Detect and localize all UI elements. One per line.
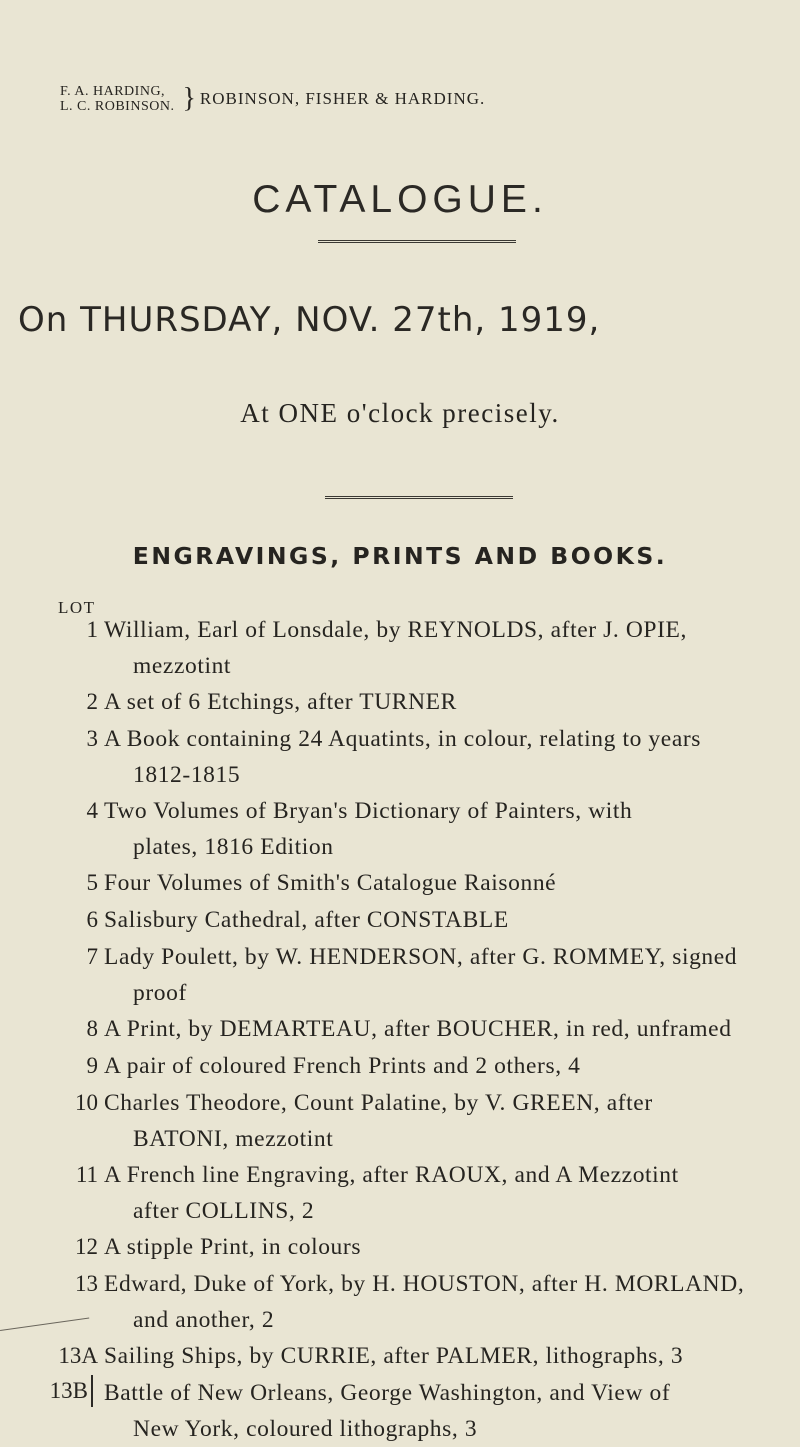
lot-description bbox=[104, 721, 794, 793]
lot-number: 2 bbox=[86, 689, 98, 714]
lot-item bbox=[0, 865, 800, 902]
lot-number: 7 bbox=[86, 944, 98, 969]
lot-description-line: Salisbury Cathedral, after CONSTABLE bbox=[104, 907, 509, 933]
sale-date: On THURSDAY, NOV. 27th, 1919, bbox=[18, 300, 601, 340]
lot-description-line: A French line Engraving, after RAOUX, and A Mezzotint bbox=[104, 1162, 679, 1188]
lot-item bbox=[0, 1338, 800, 1375]
firm-name: ROBINSON, FISHER & HARDING. bbox=[199, 89, 486, 108]
lot-description-continuation: 1812-1815 bbox=[133, 762, 241, 788]
lot-description-line: Lady Poulett, by W. HENDERSON, after G. ROMMEY, signed bbox=[104, 944, 738, 970]
lot-description-line: Sailing Ships, by CURRIE, after PALMER, lithographs, 3 bbox=[104, 1343, 684, 1369]
lot-description-line: A set of 6 Etchings, after TURNER bbox=[104, 689, 457, 715]
lot-description bbox=[104, 1338, 794, 1374]
lot-number: 12 bbox=[75, 1234, 98, 1259]
lot-description bbox=[104, 612, 794, 684]
lot-description bbox=[104, 793, 794, 865]
lot-description bbox=[104, 1266, 794, 1338]
lot-number: 13B bbox=[28, 1375, 93, 1407]
lot-number: 9 bbox=[86, 1053, 98, 1078]
lot-number: 13 bbox=[75, 1271, 98, 1296]
lot-number: 3 bbox=[86, 726, 98, 751]
lot-description-line: Battle of New Orleans, George Washington, and View of bbox=[104, 1380, 671, 1406]
lot-number: 11 bbox=[75, 1162, 98, 1187]
auctioneer-header bbox=[60, 84, 760, 114]
lot-description-continuation: and another, 2 bbox=[133, 1307, 275, 1333]
lot-item bbox=[0, 1157, 800, 1229]
lot-description-line: A Print, by DEMARTEAU, after BOUCHER, in red, unframed bbox=[104, 1016, 732, 1042]
lot-column-header: LOT bbox=[58, 598, 96, 617]
lot-description bbox=[104, 1085, 794, 1157]
lot-description-line: Charles Theodore, Count Palatine, by V. GREEN, after bbox=[104, 1090, 653, 1116]
lot-description-line: A stipple Print, in colours bbox=[104, 1234, 362, 1260]
lot-item bbox=[0, 793, 800, 865]
lot-description-continuation: proof bbox=[133, 980, 187, 1006]
catalogue-title: CATALOGUE. bbox=[252, 178, 548, 221]
partner-name: L. C. ROBINSON. bbox=[60, 99, 175, 114]
lot-number: 13A bbox=[58, 1343, 98, 1368]
sale-time: At ONE o'clock precisely. bbox=[240, 398, 560, 428]
lot-description bbox=[104, 1229, 794, 1265]
lot-number: 8 bbox=[86, 1016, 98, 1041]
lot-description bbox=[104, 1157, 794, 1229]
lot-number: 4 bbox=[86, 798, 98, 823]
lot-description-line: Four Volumes of Smith's Catalogue Raisonné bbox=[104, 870, 557, 896]
lot-description-continuation: New York, coloured lithographs, 3 bbox=[133, 1416, 478, 1442]
lot-item bbox=[0, 1266, 800, 1338]
time-rule bbox=[325, 496, 513, 499]
lot-number: 10 bbox=[75, 1090, 98, 1115]
lot-item bbox=[0, 1011, 800, 1048]
lot-description-line: Edward, Duke of York, by H. HOUSTON, after H. MORLAND, bbox=[104, 1271, 745, 1297]
lot-description-continuation: mezzotint bbox=[133, 653, 232, 679]
lot-description-continuation: BATONI, mezzotint bbox=[133, 1126, 334, 1152]
lot-item bbox=[0, 902, 800, 939]
lot-list bbox=[0, 612, 800, 1447]
lot-item bbox=[0, 939, 800, 1011]
lot-description bbox=[104, 1375, 794, 1447]
brace-icon: } bbox=[182, 83, 196, 114]
lot-number: 1 bbox=[86, 617, 98, 642]
lot-description-line: A pair of coloured French Prints and 2 others, 4 bbox=[104, 1053, 581, 1079]
lot-item bbox=[0, 1229, 800, 1266]
lot-description bbox=[104, 1011, 794, 1047]
partner-names bbox=[60, 84, 174, 114]
lot-number: 5 bbox=[86, 870, 98, 895]
lot-description-line: Two Volumes of Bryan's Dictionary of Painters, with bbox=[104, 798, 633, 824]
lot-description bbox=[104, 684, 794, 720]
section-title: ENGRAVINGS, PRINTS AND BOOKS. bbox=[132, 542, 668, 570]
lot-description-line: A Book containing 24 Aquatints, in colour, relating to years bbox=[104, 726, 702, 752]
lot-item bbox=[0, 1048, 800, 1085]
lot-description bbox=[104, 902, 794, 938]
lot-description-continuation: after COLLINS, 2 bbox=[133, 1198, 315, 1224]
lot-item bbox=[0, 721, 800, 793]
partner-name: F. A. HARDING, bbox=[60, 84, 166, 99]
lot-description bbox=[104, 865, 794, 901]
lot-description-continuation: plates, 1816 Edition bbox=[133, 834, 334, 860]
lot-description-line: William, Earl of Lonsdale, by REYNOLDS, after J. OPIE, bbox=[104, 617, 687, 643]
lot-item bbox=[0, 1375, 800, 1447]
lot-description bbox=[104, 939, 794, 1011]
lot-item bbox=[0, 684, 800, 721]
lot-item bbox=[0, 612, 800, 684]
lot-description bbox=[104, 1048, 794, 1084]
title-rule bbox=[318, 240, 516, 243]
lot-item bbox=[0, 1085, 800, 1157]
lot-number: 6 bbox=[86, 907, 98, 932]
